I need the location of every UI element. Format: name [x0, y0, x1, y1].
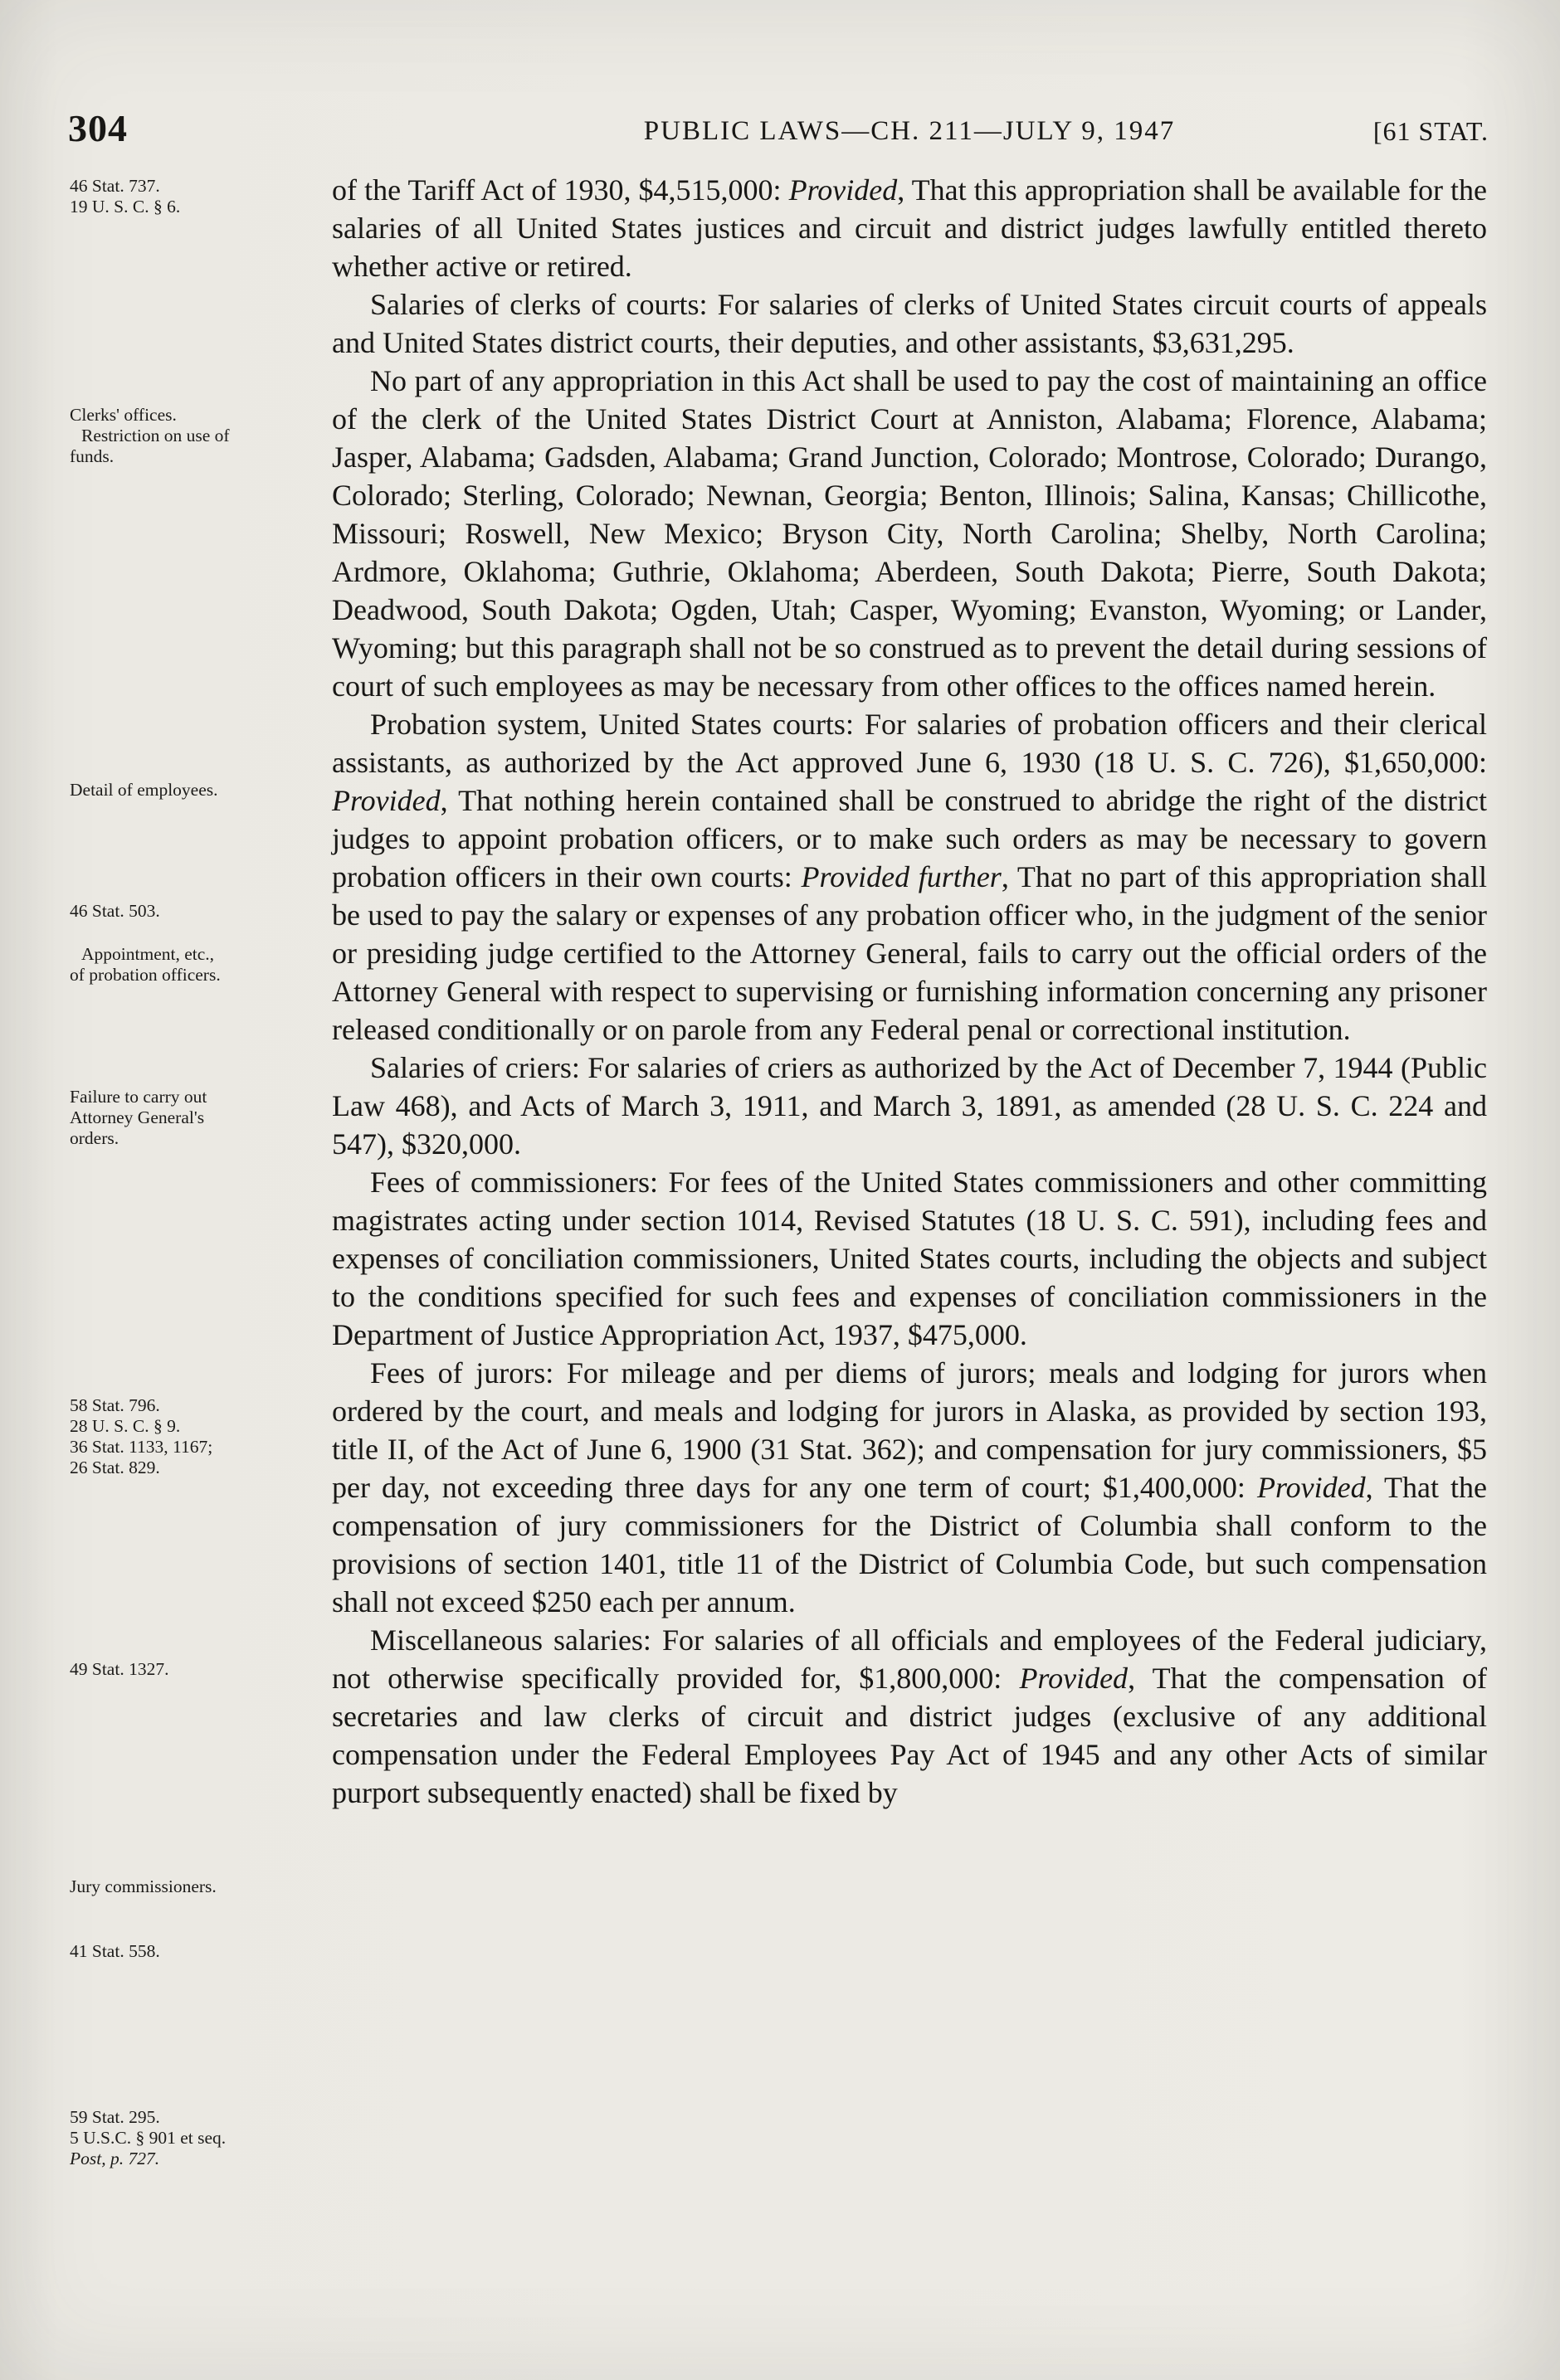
margin-note-line: Detail of employees.: [70, 780, 218, 800]
body-paragraph-fees-of-jurors: [332, 1354, 1487, 1621]
paragraph-text: Salaries of clerks of courts: For salaries of clerks of United States circuit courts of appeals and United States district courts, their deputies, and other assistants, $3,631,295.: [332, 288, 1487, 359]
margin-note-statute-citation: [70, 176, 319, 217]
paragraph-text: Probation system, United States courts: For salaries of probation officers and their clerical assistants, as authorized by the Act approved June 6, 1930 (18 U. S. C. 726), $1,650,000:: [332, 708, 1487, 779]
paragraph-text: , That the compensation of jury commissioners for the District of Columbia shall conform to the provisions of section 1401, title 11 of the District of Columbia Code, but such compensation shall not exceed $250 each per annum.: [332, 1471, 1487, 1618]
running-header: PUBLIC LAWS—CH. 211—JULY 9, 1947: [643, 116, 1176, 146]
paragraph-text: Fees of jurors: For mileage and per diems of jurors; meals and lodging for jurors when ordered by the court, and meals and lodging for jurors in Alaska, as provided by section 193, title II, of the Act of June 6, 1900 (31 Stat. 362); and compensation for jury commissioners, $5 per day, not exceeding three days for any one term of court; $1,400,000:: [332, 1356, 1487, 1504]
margin-note-line: 36 Stat. 1133, 1167;: [70, 1437, 213, 1457]
margin-note-line: 46 Stat. 737.: [70, 176, 160, 196]
margin-note-line: 59 Stat. 295.: [70, 2107, 160, 2127]
margin-note-line: orders.: [70, 1128, 119, 1148]
body-paragraph-tariff-act: [332, 171, 1487, 285]
body-paragraph-probation-system: [332, 705, 1487, 1049]
margin-note-line: 28 U. S. C. § 9.: [70, 1416, 181, 1436]
margin-note-line: Jury commissioners.: [70, 1876, 217, 1896]
margin-note-statute-citations: [70, 2107, 319, 2169]
paragraph-text: Miscellaneous salaries: For salaries of all officials and employees of the Federal judiciary, not otherwise specifically provided for, $1,800,000:: [332, 1623, 1487, 1695]
provided-further-clause: Provided further: [801, 860, 1002, 893]
margin-note-line: 49 Stat. 1327.: [70, 1659, 169, 1679]
margin-note-line: Failure to carry out: [70, 1087, 207, 1107]
margin-note-statute-citations: [70, 1395, 319, 1478]
statute-text: [332, 171, 1487, 1812]
margin-note-statute-citation: [70, 901, 319, 922]
body-paragraph-salaries-of-clerks: [332, 285, 1487, 362]
provided-clause: Provided: [332, 784, 441, 817]
paragraph-text: Salaries of criers: For salaries of criers as authorized by the Act of December 7, 1944 (Public Law 468), and Acts of March 3, 1911, and March 3, 1891, as amended (28 U. S. C. 224 and 547), $320,000.: [332, 1051, 1487, 1161]
margin-note-clerks-offices: [70, 405, 319, 467]
margin-note-line: 41 Stat. 558.: [70, 1941, 160, 1961]
paragraph-text: No part of any appropriation in this Act shall be used to pay the cost of maintaining an office of the clerk of the United States District Court at Anniston, Alabama; Florence, Alabama; Jasper, Alabama; Gadsden, Alabama; Grand Junction, Colorado; Montrose, Colorado; Durango, Colorado; Sterling, Colorado; Newnan, Georgia; Benton, Illinois; Salina, Kansas; Chillicothe, Missouri; Roswell, New Mexico; Bryson City, North Carolina; Shelby, North Carolina; Ardmore, Oklahoma; Guthrie, Oklahoma; Aberdeen, South Dakota; Pierre, South Dakota; Deadwood, South Dakota; Ogden, Utah; Casper, Wyoming; Evanston, Wyoming; or Lander, Wyoming; but this paragraph shall not be so construed as to prevent the detail during sessions of court of such employees as may be necessary from other offices to the offices named herein.: [332, 364, 1487, 703]
page-number: 304: [68, 107, 128, 149]
provided-clause: Provided: [1019, 1662, 1129, 1695]
margin-note-line: Post, p. 727.: [70, 2149, 160, 2168]
margin-note-line: Restriction on use of: [81, 426, 230, 445]
body-paragraph-salaries-of-criers: [332, 1049, 1487, 1163]
margin-note-detail-of-employees: [70, 780, 319, 801]
paragraph-text: of the Tariff Act of 1930, $4,515,000:: [332, 173, 789, 207]
body-paragraph-restriction-on-offices: [332, 362, 1487, 705]
margin-note-line: Attorney General's: [70, 1107, 205, 1127]
stat-volume-citation: [61 STAT.: [1372, 116, 1489, 146]
body-paragraph-miscellaneous-salaries: [332, 1621, 1487, 1812]
margin-note-line: Clerks' offices.: [70, 405, 177, 425]
margin-note-line: of probation officers.: [70, 965, 221, 985]
margin-note-statute-citation: [70, 1659, 319, 1680]
margin-note-line: 19 U. S. C. § 6.: [70, 197, 181, 217]
paragraph-text: Fees of commissioners: For fees of the United States commissioners and other committing magistrates acting under section 1014, Revised Statutes (18 U. S. C. 591), including fees and expenses of conciliation commissioners, United States courts, including the objects and subject to the conditions specified for such fees and expenses of conciliation commissioners in the Department of Justice Appropriation Act, 1937, $475,000.: [332, 1166, 1487, 1351]
paragraph-text: , That no part of this appropriation shall be used to pay the salary or expenses of any probation officer who, in the judgment of the senior or presiding judge certified to the Attorney General, fails to carry out the official orders of the Attorney General with respect to supervising or furnishing information concerning any prisoner released conditionally or on parole from any Federal penal or correctional institution.: [332, 860, 1487, 1046]
margin-note-line: 26 Stat. 829.: [70, 1458, 160, 1477]
margin-note-statute-citation: [70, 1941, 319, 1962]
margin-note-line: Appointment, etc.,: [81, 944, 215, 964]
paragraph-text: , That this appropriation shall be available for the salaries of all United States justices and circuit and district judges lawfully entitled thereto whether active or retired.: [332, 173, 1487, 283]
margin-note-line: 5 U.S.C. § 901 et seq.: [70, 2128, 227, 2148]
provided-clause: Provided: [788, 173, 898, 207]
paragraph-text: , That the compensation of secretaries and law clerks of circuit and district judges (exclusive of any additional compensation under the Federal Employees Pay Act of 1945 and any other Acts of similar purport subsequently enacted) shall be fixed by: [332, 1662, 1487, 1809]
margin-note-jury-commissioners: [70, 1876, 319, 1897]
margin-note-line: funds.: [70, 446, 115, 466]
paragraph-text: , That nothing herein contained shall be construed to abridge the right of the district judges to appoint probation officers, or to make such orders as may be necessary to govern probation officers in their own courts:: [332, 784, 1487, 893]
provided-clause: Provided: [1256, 1471, 1366, 1504]
margin-note-line: 46 Stat. 503.: [70, 901, 160, 921]
margin-note-line: 58 Stat. 796.: [70, 1395, 160, 1415]
margin-note-appointment: [70, 944, 319, 986]
margin-note-failure-to-carry-out-orders: [70, 1087, 319, 1149]
body-paragraph-fees-of-commissioners: [332, 1163, 1487, 1354]
